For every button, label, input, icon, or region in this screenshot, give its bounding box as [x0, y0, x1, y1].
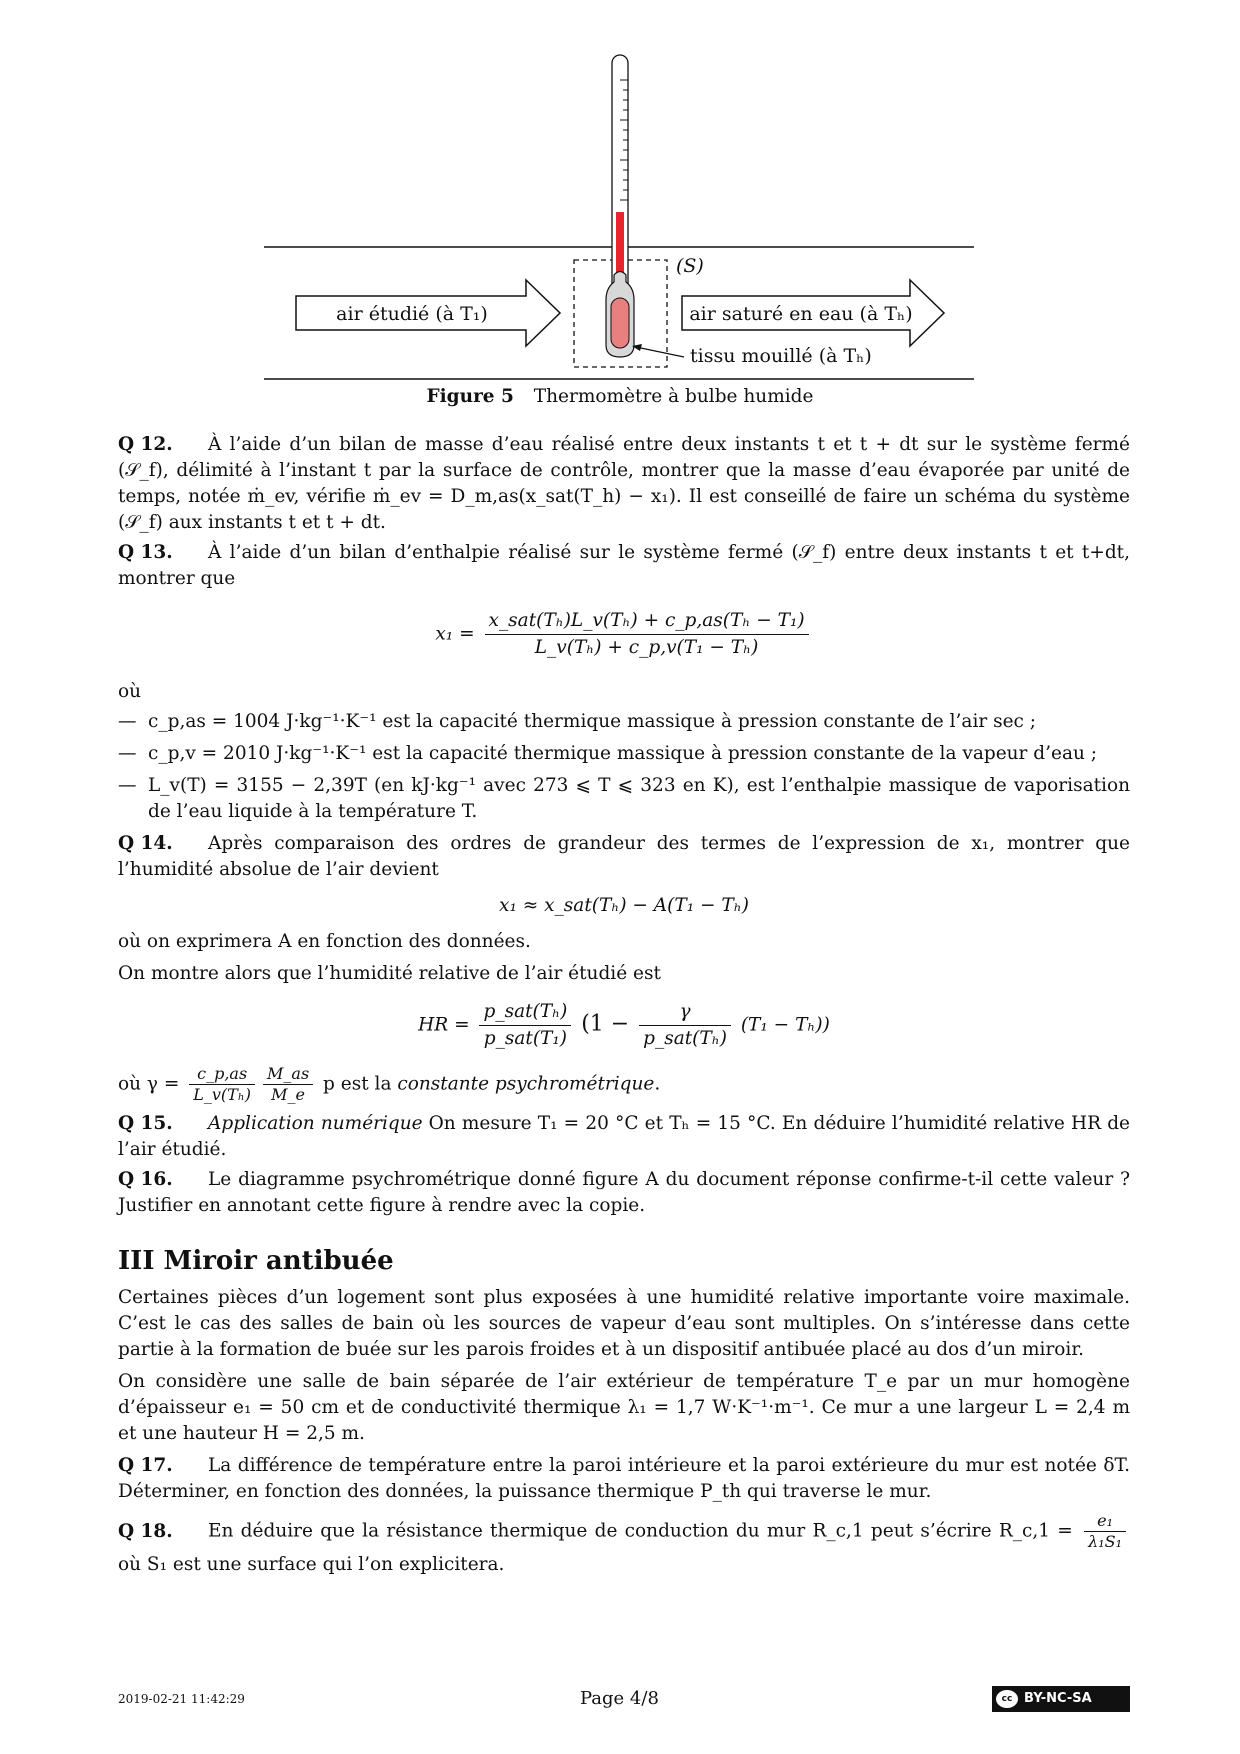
section-paragraph: On considère une salle de bain séparée de l’air extérieur de température T_e par un mur homogène d’épaisseur e₁ = 50 cm et de conductivité thermique λ₁ = 1,7 W·K⁻¹·m⁻¹. Ce mur a une largeur L = 2,4 m et une hauteur H = 2,5 m. [118, 1371, 1130, 1444]
q14-then: On montre alors que l’humidité relative de l’air étudié est [118, 963, 661, 984]
question-text: Le diagramme psychrométrique donné figure A du document réponse confirme-t-il cette valeur ? Justifier en annotant cette figure à rendre avec la copie. [118, 1169, 1130, 1216]
cloth-pointer [636, 347, 684, 357]
question-text: On mesure T₁ = 20 °C et Tₕ = 15 °C. En déduire l’humidité relative HR de l’air étudié. [118, 1113, 1130, 1160]
license-label: BY-NC-SA [1024, 1691, 1092, 1706]
fraction-denominator: L_v(Tₕ) + c_p,v(T₁ − Tₕ) [534, 637, 759, 658]
question-label: Q 16. [118, 1169, 173, 1190]
gamma-fraction-2 [263, 1064, 313, 1105]
system-label: (S) [676, 255, 704, 277]
hr-fraction-2 [639, 999, 731, 1052]
equation-approx: x₁ ≈ x_sat(Tₕ) − A(T₁ − Tₕ) [499, 895, 749, 916]
list-item: — c_p,v = 2010 J·kg⁻¹·K⁻¹ est la capacité thermique massique à pression constante de la vapeur d’eau ; [118, 741, 1130, 767]
figure-caption-label: Figure 5 [426, 386, 514, 407]
figure-wet-bulb-thermometer [0, 0, 1240, 400]
fraction-denominator: λ₁S₁ [1088, 1532, 1123, 1551]
gamma-fraction-1 [189, 1064, 255, 1105]
gamma-prefix: où γ = [118, 1073, 180, 1095]
hr-fraction-1 [479, 999, 571, 1052]
question-14 [118, 831, 1130, 883]
question-13 [118, 540, 1130, 592]
gamma-term: constante psychrométrique [397, 1073, 655, 1095]
fraction-numerator: p_sat(Tₕ) [479, 999, 571, 1026]
question-18 [118, 1511, 1130, 1578]
fraction-denominator: p_sat(Tₕ) [643, 1028, 727, 1049]
question-text: En déduire que la résistance thermique de conduction du mur R_c,1 peut s’écrire R_c,1 = [208, 1520, 1073, 1542]
question-15 [118, 1111, 1130, 1163]
question-17 [118, 1453, 1130, 1505]
question-16 [118, 1167, 1130, 1219]
gamma-end: . [654, 1073, 661, 1095]
fraction-numerator: c_p,as [189, 1064, 255, 1085]
fraction-denominator: M_e [271, 1085, 306, 1104]
gamma-suffix: p est la [323, 1073, 392, 1095]
equation-x1 [118, 608, 1130, 661]
section-title: III Miroir antibuée [118, 1246, 394, 1276]
fraction-denominator: L_v(Tₕ) [193, 1085, 252, 1104]
equation-fraction [485, 608, 809, 661]
q14-after: où on exprimera A en fonction des données. [118, 931, 531, 952]
cloth-label: tissu mouillé (à Tₕ) [690, 345, 872, 367]
hr-lhs: HR = [418, 1014, 470, 1036]
question-label: Q 18. [118, 1520, 173, 1542]
footer-page-number: Page 4/8 [580, 1688, 659, 1709]
question-text-end: où S₁ est une surface qui l’on explicitera. [118, 1554, 505, 1575]
list-item: — c_p,as = 1004 J·kg⁻¹·K⁻¹ est la capacité thermique massique à pression constante de l’air sec ; [118, 709, 1130, 735]
fraction-numerator: M_as [263, 1064, 313, 1085]
equation-hr [118, 999, 1130, 1052]
question-text: À l’aide d’un bilan de masse d’eau réalisé entre deux instants t et t + dt sur le système fermé (𝒮_f), délimité à l’instant t par la surface de contrôle, montrer que la masse d’eau évaporée par unité de temps, notée ṁ_ev, vérifie ṁ_ev = D_m,as(x_sat(T_h) − x₁). Il est conseillé de faire un schéma du système (𝒮_f) aux instants t et t + dt. [118, 434, 1130, 533]
main-content [118, 432, 1130, 1580]
list-item: — L_v(T) = 3155 − 2,39T (en kJ·kg⁻¹ avec 273 ⩽ T ⩽ 323 en K), est l’enthalpie massique de vaporisation de l’eau liquide à la température T. [118, 773, 1130, 825]
air-in-label: air étudié (à T₁) [336, 303, 488, 325]
question-label: Q 14. [118, 833, 173, 854]
fraction-denominator: p_sat(T₁) [483, 1028, 568, 1049]
question-12 [118, 432, 1130, 536]
equation-lhs: x₁ = [435, 623, 475, 645]
question-text: Après comparaison des ordres de grandeur des termes de l’expression de x₁, montrer que l’humidité absolue de l’air devient [118, 833, 1130, 880]
question-label: Q 17. [118, 1455, 173, 1476]
footer-date: 2019-02-21 11:42:29 [118, 1692, 245, 1706]
air-out-label: air saturé en eau (à Tₕ) [689, 303, 913, 325]
fraction-numerator: x_sat(Tₕ)L_v(Tₕ) + c_p,as(Tₕ − T₁) [485, 608, 809, 635]
question-label: Q 13. [118, 542, 173, 563]
where-label: où [118, 681, 142, 702]
data-list [118, 709, 1130, 825]
thermometer-bulb [611, 298, 629, 348]
figure-caption [0, 386, 1240, 407]
question-label: Q 15. [118, 1113, 173, 1134]
cc-icon: cc [996, 1690, 1018, 1708]
hr-close: (T₁ − Tₕ)) [740, 1014, 830, 1036]
hr-open: (1 − [581, 1011, 630, 1037]
fraction-numerator: γ [639, 999, 731, 1026]
question-text: À l’aide d’un bilan d’enthalpie réalisé sur le système fermé (𝒮_f) entre deux instants t et t+dt, montrer que [118, 542, 1130, 589]
question-italic: Application numérique [208, 1113, 423, 1134]
question-text: La différence de température entre la paroi intérieure et la paroi extérieure du mur est notée δT. Déterminer, en fonction des données, la puissance thermique P_th qui traverse le mur. [118, 1455, 1130, 1502]
cc-license-badge [992, 1686, 1130, 1712]
gamma-definition [118, 1064, 1130, 1105]
section-paragraph: Certaines pièces d’un logement sont plus exposées à une humidité relative importante voire maximale. C’est le cas des salles de bain où les sources de vapeur d’eau sont multiples. On s’intéresse dans cette partie à la formation de buée sur les parois froides et à un dispositif antibuée placé au dos d’un miroir. [118, 1287, 1130, 1360]
question-label: Q 12. [118, 434, 173, 455]
figure-caption-text: Thermomètre à bulbe humide [533, 386, 814, 407]
fraction-numerator: e₁ [1084, 1511, 1126, 1532]
resistance-fraction [1084, 1511, 1126, 1552]
